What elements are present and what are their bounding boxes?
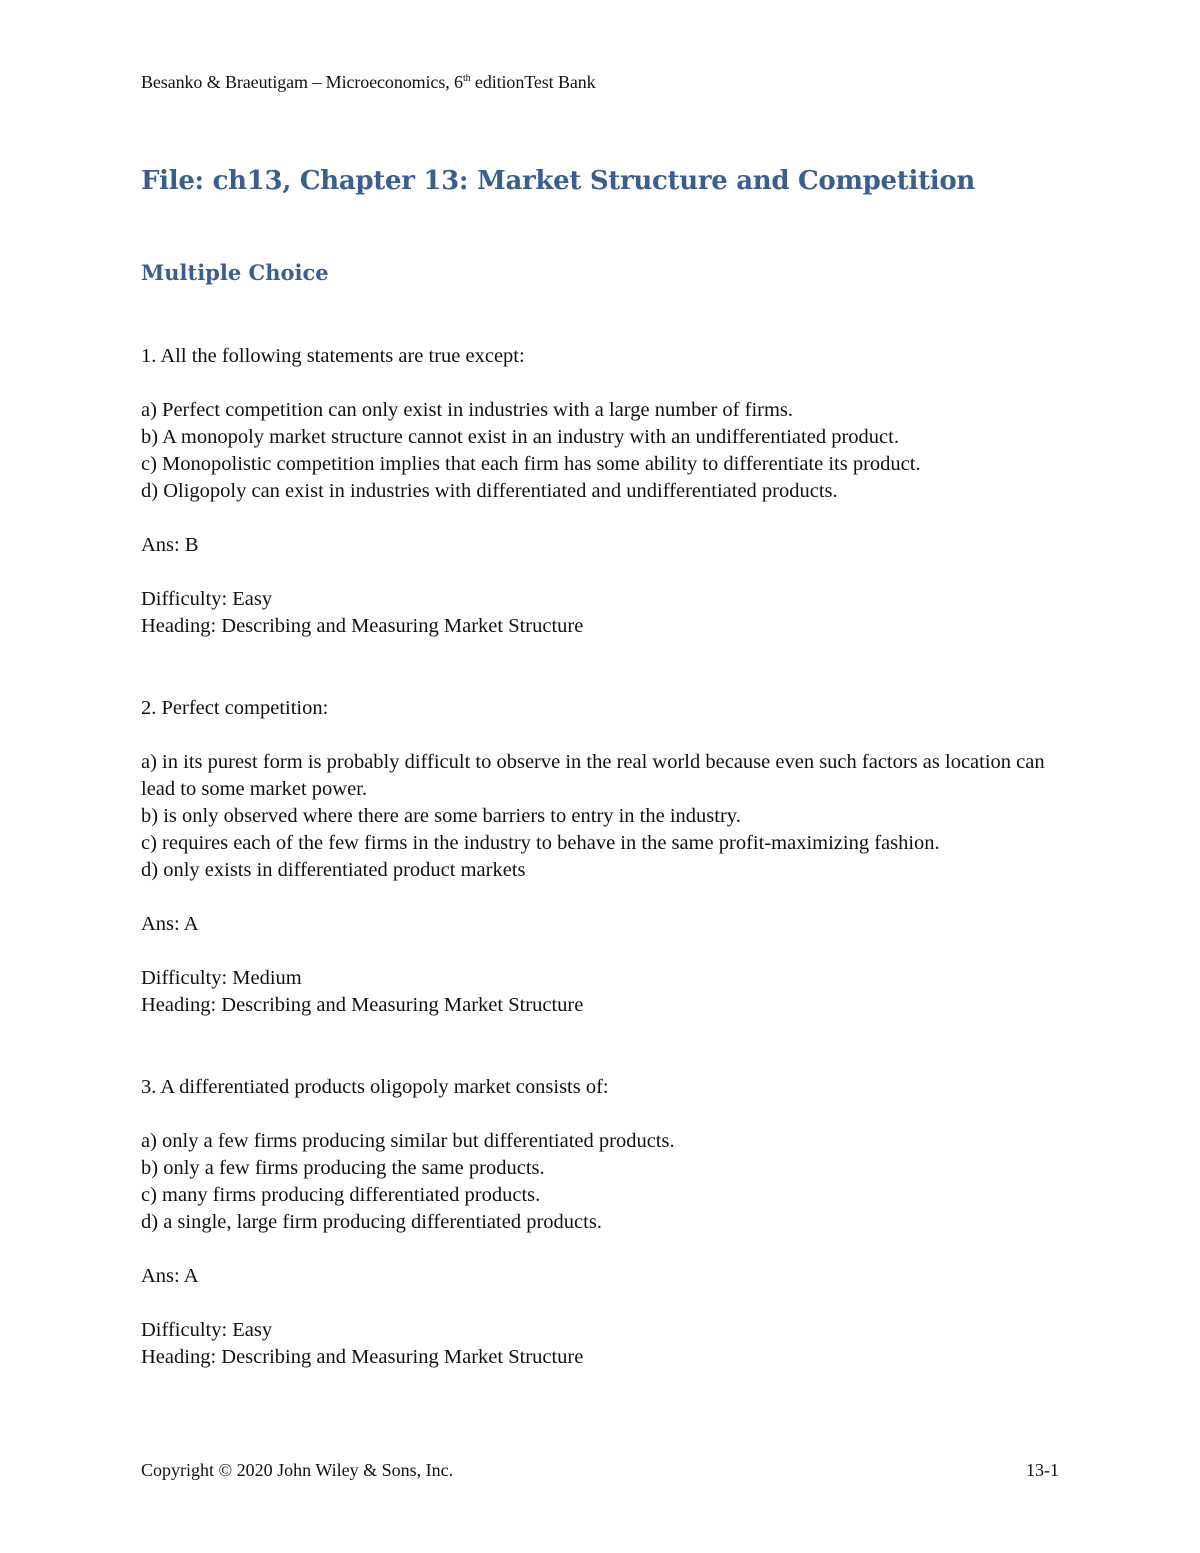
option-c: c) many firms producing differentiated products. bbox=[141, 1184, 541, 1206]
footer-page-number: 13-1 bbox=[1026, 1460, 1059, 1480]
heading-ref: Heading: Describing and Measuring Market Structure bbox=[141, 1346, 584, 1368]
answer-key: Ans: B bbox=[141, 534, 199, 556]
option-c: c) requires each of the few firms in the industry to behave in the same profit-maximizing fashion. bbox=[141, 832, 940, 854]
answer-key: Ans: A bbox=[141, 1265, 199, 1287]
footer-copyright: Copyright © 2020 John Wiley & Sons, Inc. bbox=[141, 1460, 454, 1480]
question-stem: 1. All the following statements are true except: bbox=[141, 345, 525, 367]
option-b: b) only a few firms producing the same products. bbox=[141, 1157, 545, 1179]
question-stem: 2. Perfect competition: bbox=[141, 697, 329, 719]
answer-key: Ans: A bbox=[141, 913, 199, 935]
option-d: d) Oligopoly can exist in industries with differentiated and undifferentiated products. bbox=[141, 480, 838, 502]
difficulty: Difficulty: Easy bbox=[141, 588, 273, 610]
running-header bbox=[141, 72, 596, 93]
option-d: d) only exists in differentiated product markets bbox=[141, 859, 526, 881]
difficulty: Difficulty: Easy bbox=[141, 1319, 273, 1341]
answer-options bbox=[141, 1128, 1071, 1236]
option-c: c) Monopolistic competition implies that each firm has some ability to differentiate its product. bbox=[141, 453, 921, 475]
header-superscript: th bbox=[462, 73, 471, 84]
option-a: a) only a few firms producing similar but differentiated products. bbox=[141, 1130, 675, 1152]
option-a: a) Perfect competition can only exist in industries with a large number of firms. bbox=[141, 399, 794, 421]
heading-ref: Heading: Describing and Measuring Market Structure bbox=[141, 994, 584, 1016]
heading-ref: Heading: Describing and Measuring Market Structure bbox=[141, 615, 584, 637]
question-stem: 3. A differentiated products oligopoly market consists of: bbox=[141, 1076, 609, 1098]
option-d: d) a single, large firm producing differentiated products. bbox=[141, 1211, 602, 1233]
option-b: b) is only observed where there are some barriers to entry in the industry. bbox=[141, 805, 741, 827]
option-b: b) A monopoly market structure cannot exist in an industry with an undifferentiated product. bbox=[141, 426, 899, 448]
header-suffix: editionTest Bank bbox=[470, 72, 596, 92]
header-prefix: Besanko & Braeutigam – Microeconomics, 6 bbox=[141, 72, 463, 92]
section-title: Multiple Choice bbox=[141, 260, 329, 285]
document-title: File: ch13, Chapter 13: Market Structure and Competition bbox=[141, 166, 976, 196]
question-1 bbox=[141, 343, 1071, 640]
question-3 bbox=[141, 1074, 1071, 1371]
option-a: a) in its purest form is probably difficult to observe in the real world because even such factors as location can lead to some market power. bbox=[141, 751, 1045, 800]
answer-options bbox=[141, 397, 1071, 505]
answer-options bbox=[141, 749, 1071, 884]
difficulty: Difficulty: Medium bbox=[141, 967, 302, 989]
question-2 bbox=[141, 695, 1071, 1019]
